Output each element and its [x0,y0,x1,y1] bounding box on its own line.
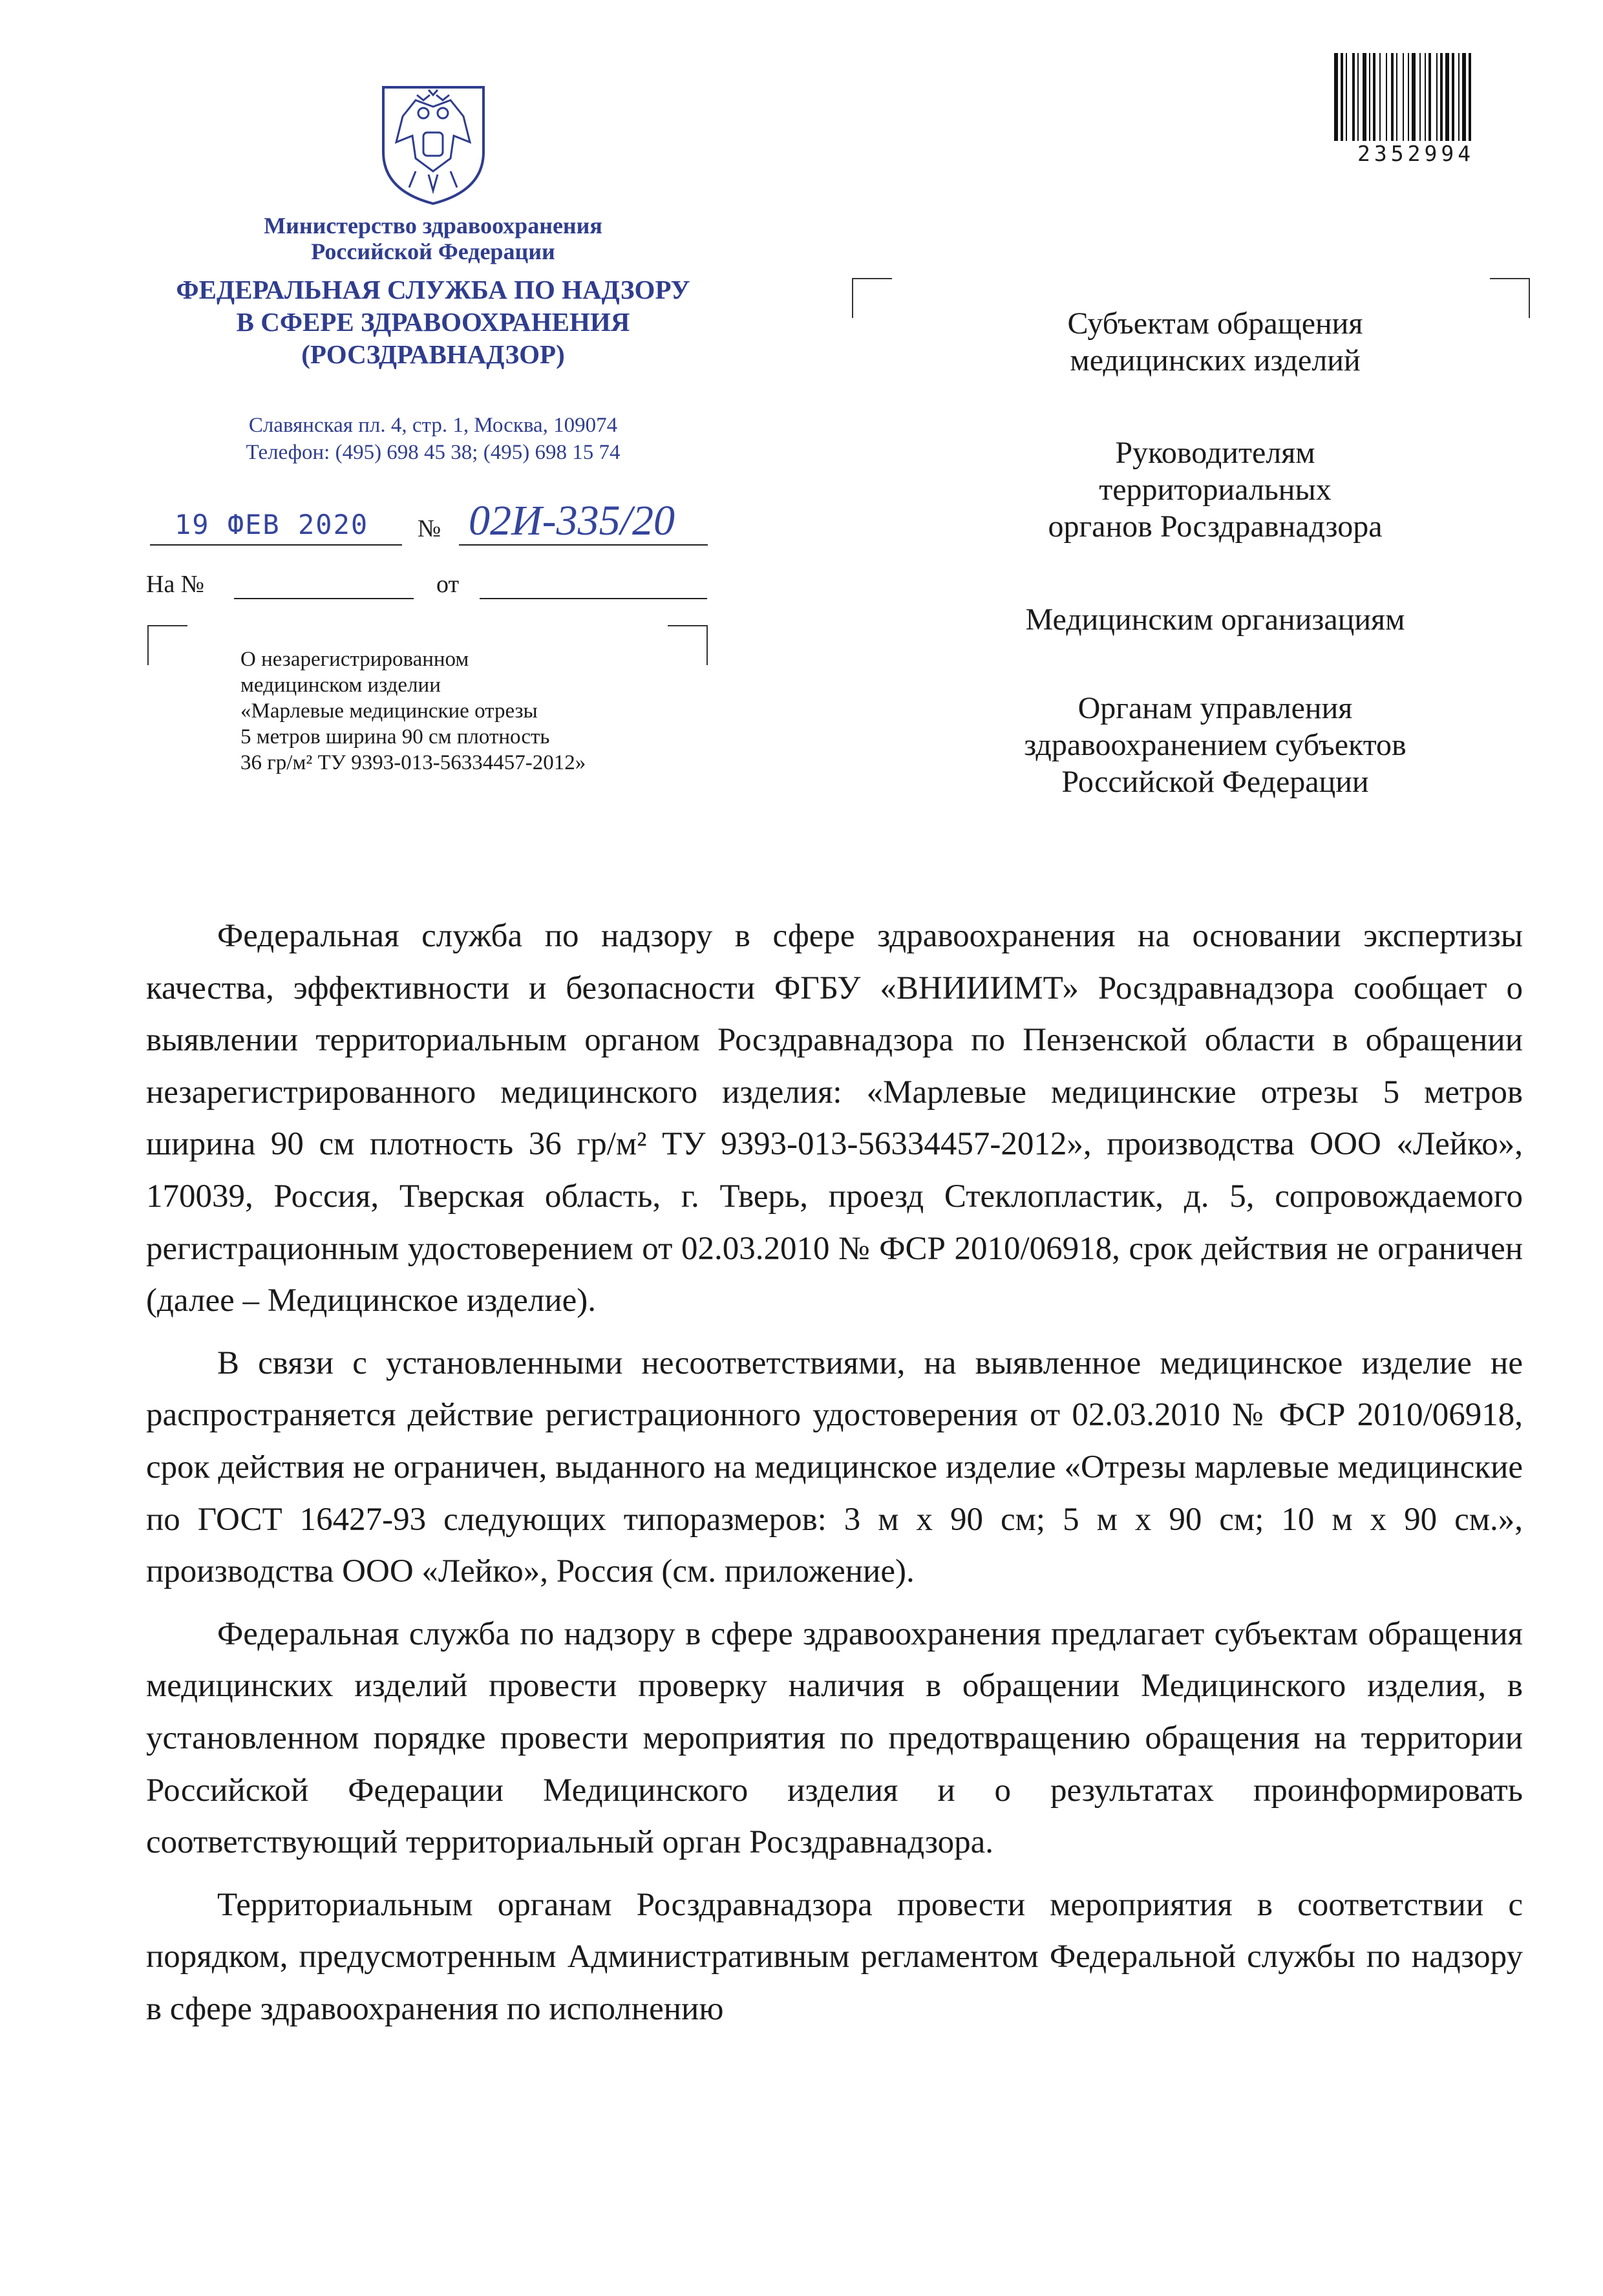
ministry-name-country: Российской Федерации [311,239,555,264]
subject-corner-left [147,625,187,665]
service-name-abbr: (РОСЗДРАВНАДЗОР) [301,339,565,369]
from-label: от [436,571,460,598]
addressee-corner-left [852,278,892,318]
body-paragraph: Федеральная служба по надзору в сфере здравоохранения предлагает субъектам обращения медицинских изделий провести проверку наличия в обращении Медицинского изделия, в установленном порядке провести мероприятия по предотвращению обращения на территории Российской Федерации Медицинского изделия и о результатах проинформировать соответствующий территориальный орган Росздравнадзора. [146,1615,1523,1861]
body-paragraph: Федеральная служба по надзору в сфере здравоохранения на основании экспертизы качества, эффективности и безопасности ФГБУ «ВНИИИМТ» Росздравнадзора сообщает о выявлении территориальным органом Росздравнадзора по Пензенской области в обращении незарегистрированного медицинского изделия: «Марлевые медицинские отрезы 5 метров ширина 90 см плотность 36 гр/м² ТУ 9393-013-56334457-2012», производства ООО «Лейко», 170039, Россия, Тверская область, г. Тверь, проезд Стеклопластик, д. 5, сопровождаемого регистрационным удостоверением от 02.03.2010 № ФСР 2010/06918, срок действия не ограничен (далее – Медицинское изделие). [146,918,1523,1319]
reply-to-blank [234,598,414,599]
addressee-line: Руководителям [1115,436,1315,470]
addressee-line: Медицинским организациям [1025,602,1405,637]
body-paragraph: В связи с установленными несоответствиями, на выявленное медицинское изделие не распространяется действие регистрационного удостоверения от 02.03.2010 № ФСР 2010/06918, срок действия не ограничен, выданного на медицинское изделие «Отрезы марлевые медицинские по ГОСТ 16427-93 следующих типоразмеров: 3 м х 90 см; 5 м х 90 см; 10 м х 90 см.», производства ООО «Лейко», Россия (см. приложение). [146,1345,1523,1590]
reply-to-label: На № [146,571,205,598]
service-name-line2: В СФЕРЕ ЗДРАВООХРАНЕНИЯ [236,307,630,337]
subject-line: 36 гр/м² ТУ 9393-013-56334457-2012» [240,751,586,774]
service-address: Славянская пл. 4, стр. 1, Москва, 109074 [248,414,618,437]
addressee-line: Российской Федерации [1061,765,1369,799]
date-underline [150,544,402,546]
addressee-line: Субъектам обращения [1067,306,1363,341]
addressee-line: здравоохранением субъектов [1024,728,1407,762]
addressee-line: органов Росздравнадзора [1048,509,1383,544]
subject-corner-right [668,625,708,665]
addressee-line: Органам управления [1078,691,1353,725]
letter-body [146,910,1523,2045]
service-name-line1: ФЕДЕРАЛЬНАЯ СЛУЖБА ПО НАДЗОРУ [176,275,690,304]
coat-of-arms-icon [377,81,490,207]
ministry-name: Министерство здравоохранения [264,213,602,239]
barcode-icon [1332,53,1519,144]
addressee-line: территориальных [1099,473,1332,507]
subject-line: 5 метров ширина 90 см плотность [240,725,550,749]
body-paragraph: Территориальным органам Росздравнадзора провести мероприятия в соответствии с порядком, предусмотренным Административным регламентом Федеральной службы по надзору в сфере здравоохранения по исполнению [146,1886,1523,2027]
number-underline [459,544,708,546]
subject-line: О незарегистрированном [240,648,469,671]
number-label: № [418,515,441,542]
barcode-number: 2352994 [1357,141,1475,166]
from-blank [480,598,707,599]
date-stamp: 19 ФЕВ 2020 [175,509,369,540]
subject-line: «Марлевые медицинские отрезы [240,699,538,723]
service-phone: Телефон: (495) 698 45 38; (495) 698 15 74 [246,441,621,464]
subject-line: медицинском изделии [240,674,441,697]
addressee-line: медицинских изделий [1070,343,1361,377]
outgoing-number: 02И-335/20 [469,497,675,544]
